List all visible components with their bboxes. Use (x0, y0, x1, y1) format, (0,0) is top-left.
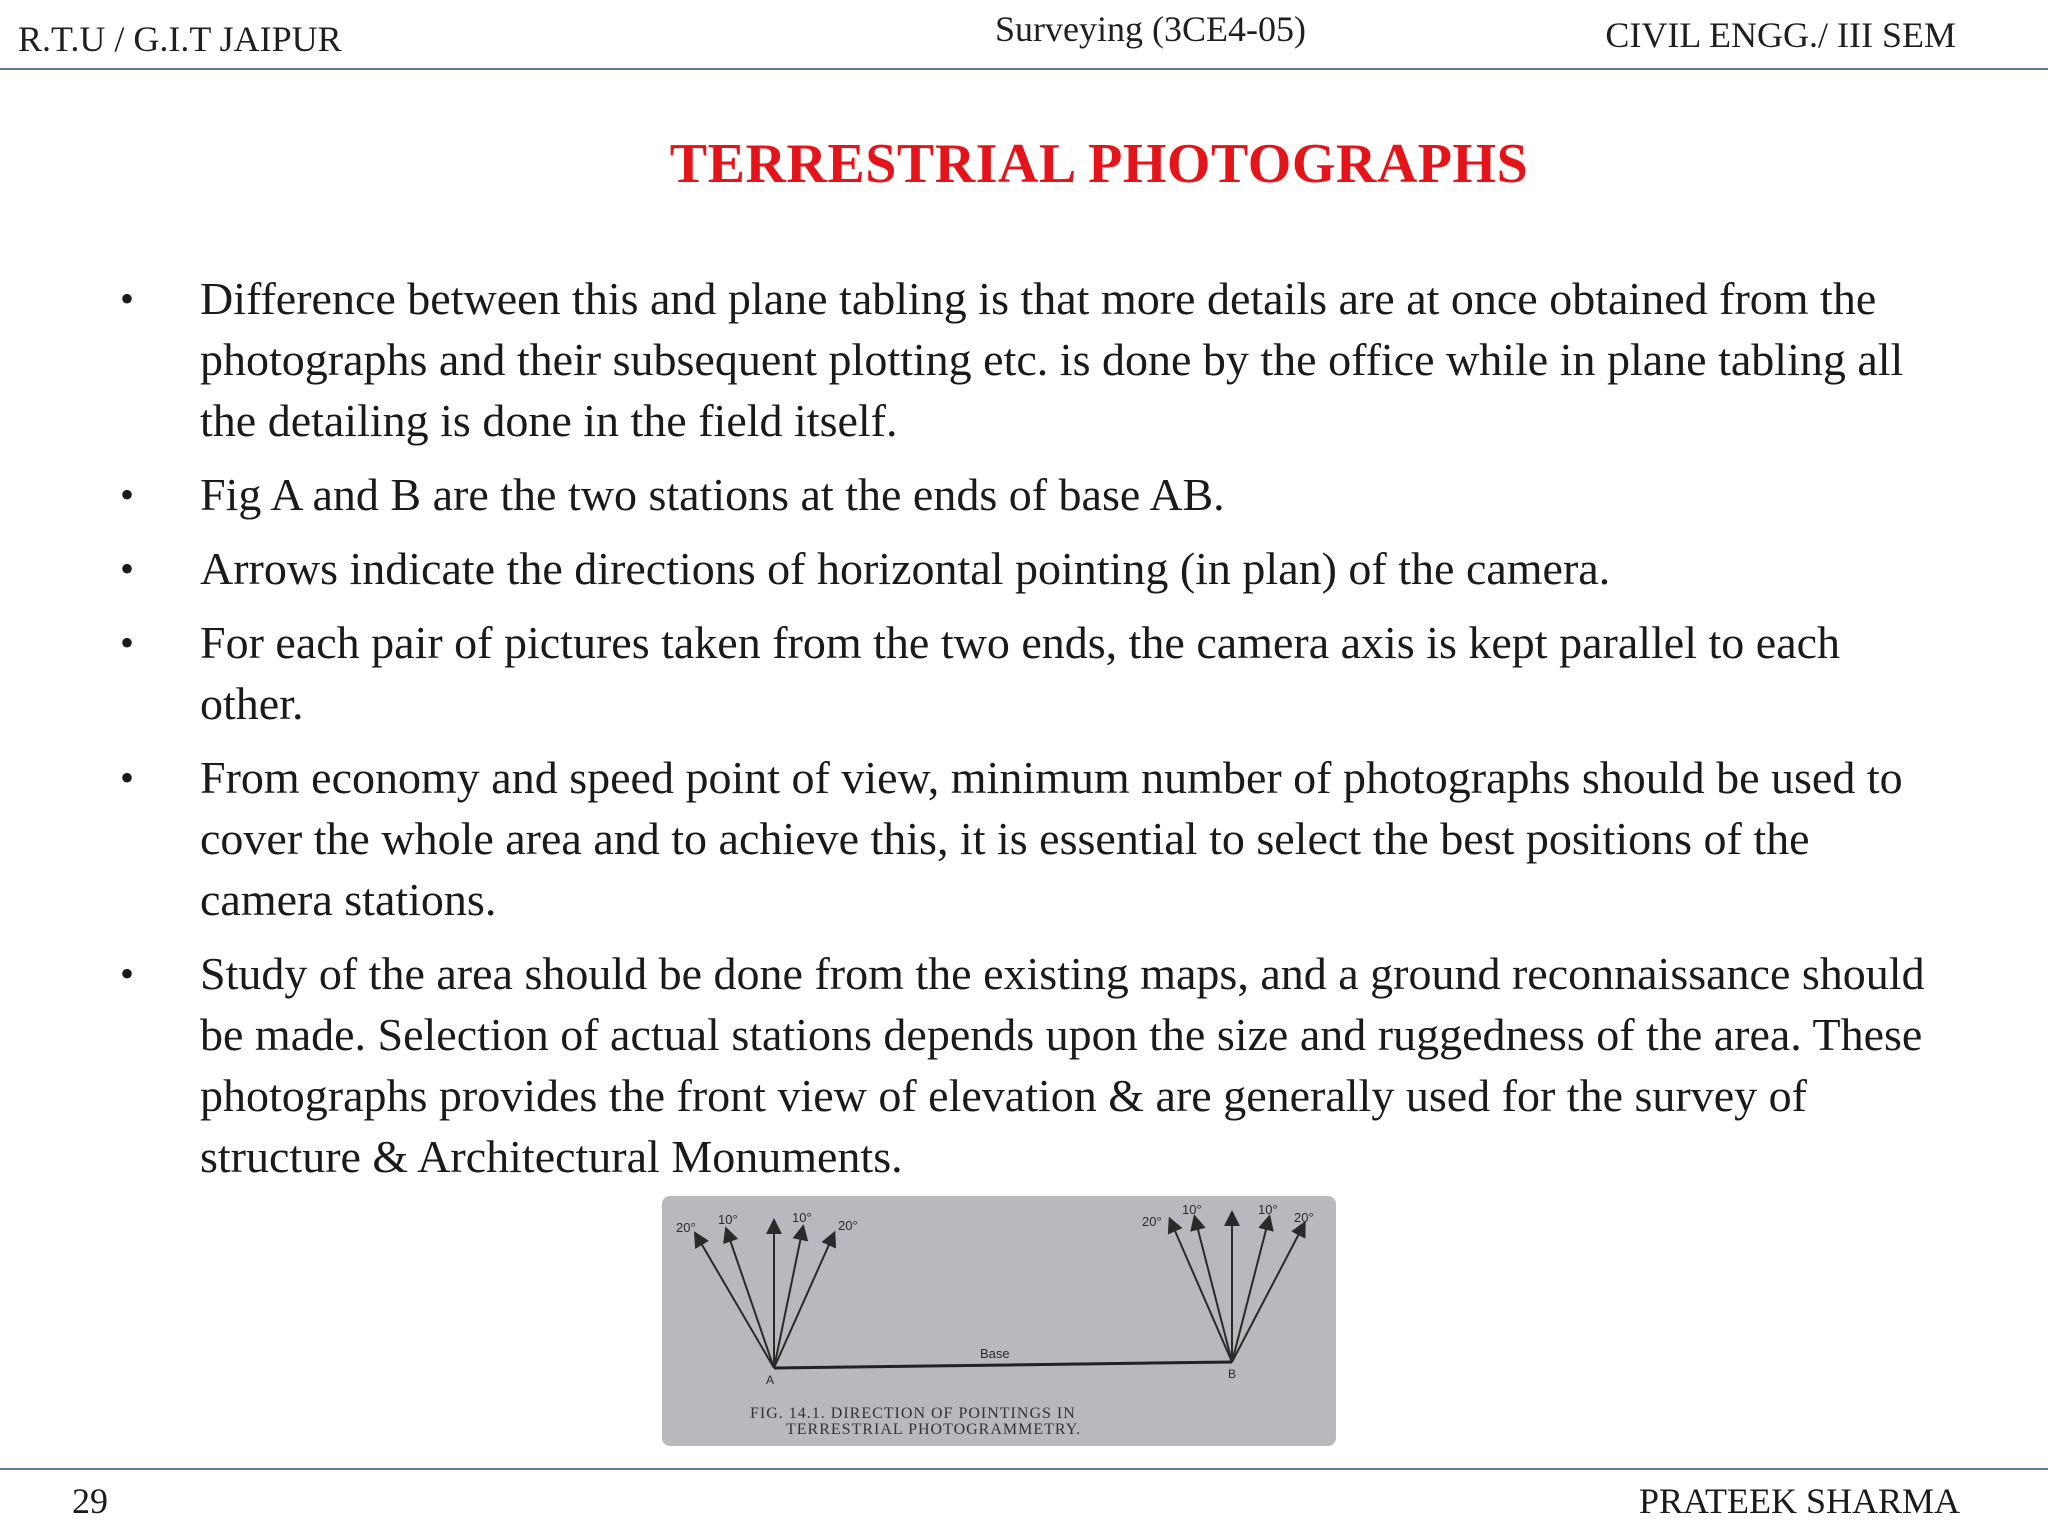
bullet-icon: • (120, 755, 135, 800)
bullet-icon: • (120, 951, 135, 996)
bullet-item (120, 538, 1940, 599)
bullet-text: Fig A and B are the two stations at the ends of base AB. (200, 469, 1225, 520)
bullet-text: Study of the area should be done from the existing maps, and a ground reconnaissance should be made. Selection of actual stations depends upon the size and ruggedness of the area. These photographs provides the front view of elevation & are generally used for the survey of structure & Architectural Monuments. (200, 948, 1925, 1182)
footer-divider (0, 1468, 2048, 1470)
bullet-item (120, 464, 1940, 525)
angle-label: 20° (1142, 1214, 1162, 1229)
angle-label: 10° (1182, 1202, 1202, 1217)
figure-caption-line2: TERRESTRIAL PHOTOGRAMMETRY. (786, 1421, 1082, 1438)
station-a-rays (698, 1226, 832, 1368)
bullet-text: Difference between this and plane tabling is that more details are at once obtained from the photographs and their subsequent plotting etc. is done by the office while in plane tabling all the detailing is done in the field itself. (200, 273, 1904, 446)
station-a-label: A (766, 1373, 775, 1387)
figure-diagram (662, 1196, 1336, 1446)
station-b-label: B (1228, 1367, 1237, 1381)
bullet-list (120, 268, 1940, 1200)
header-course: Surveying (3CE4-05) (995, 9, 1306, 49)
figure-caption-line1: FIG. 14.1. DIRECTION OF POINTINGS IN (750, 1405, 1076, 1422)
bullet-icon: • (120, 620, 135, 665)
angle-label: 10° (1258, 1202, 1278, 1217)
pointing-directions-figure (662, 1196, 1336, 1446)
slide-title: TERRESTRIAL PHOTOGRAPHS (669, 133, 1529, 195)
header-institution: R.T.U / G.I.T JAIPUR (18, 19, 342, 59)
bullet-icon: • (120, 276, 135, 321)
angle-label: 10° (718, 1212, 738, 1227)
page-number: 29 (72, 1481, 108, 1521)
header-department: CIVIL ENGG./ III SEM (1605, 15, 1956, 55)
base-label: Base (980, 1346, 1010, 1361)
angle-label: 20° (1294, 1210, 1314, 1225)
footer-author: PRATEEK SHARMA (1638, 1481, 1960, 1521)
angle-label: 10° (792, 1210, 812, 1225)
bullet-text: Arrows indicate the directions of horizontal pointing (in plan) of the camera. (200, 543, 1611, 594)
bullet-text: For each pair of pictures taken from the two ends, the camera axis is kept parallel to each other. (200, 617, 1841, 729)
bullet-text: From economy and speed point of view, minimum number of photographs should be used to cover the whole area and to achieve this, it is essential to select the best positions of the camera stations. (200, 752, 1903, 925)
angle-label: 20° (838, 1218, 858, 1233)
bullet-icon: • (120, 546, 135, 591)
bullet-item (120, 268, 1940, 451)
header-divider (0, 68, 2048, 70)
base-line (774, 1362, 1232, 1368)
bullet-item (120, 747, 1940, 930)
station-b-rays (1172, 1218, 1302, 1362)
bullet-item (120, 612, 1940, 734)
bullet-item (120, 943, 1940, 1187)
angle-label: 20° (676, 1220, 696, 1235)
bullet-icon: • (120, 472, 135, 517)
